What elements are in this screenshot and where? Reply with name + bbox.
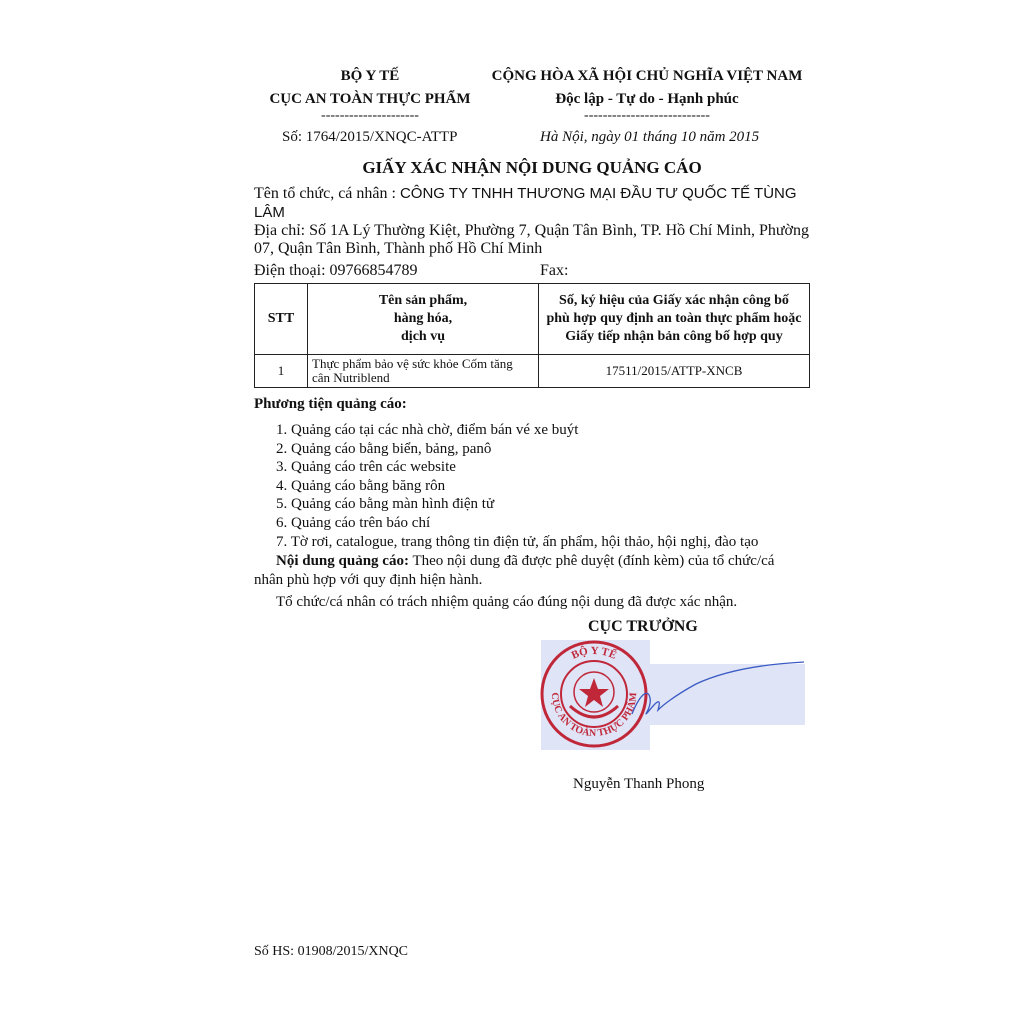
responsibility-note: Tổ chức/cá nhân có trách nhiệm quảng cáo đúng nội dung đã được xác nhận. [276,594,738,610]
ministry-name: BỘ Y TẾ [340,68,400,84]
org-address-line2: 07, Quận Tân Bình, Thành phố Hồ Chí Minh [254,240,543,257]
signer-title: CỤC TRƯỞNG [588,618,698,635]
header-product-name-l2: hàng hóa, [393,311,453,326]
header-ref-l3: Giấy tiếp nhận bản công bố hợp quy [565,329,783,344]
org-fax: Fax: [540,262,569,279]
list-item: 3. Quảng cáo trên các website [276,459,456,476]
list-item: 4. Quảng cáo bằng băng rôn [276,477,446,494]
org-name-continued: LÂM [254,204,285,221]
national-title: CỘNG HÒA XÃ HỘI CHỦ NGHĨA VIỆT NAM [491,68,803,84]
content-text: Theo nội dung đã được phê duyệt (đính kèm) của tổ chức/cá [412,553,775,569]
document-date: Hà Nội, ngày 01 tháng 10 năm 2015 [540,129,760,145]
page-title: GIẤY XÁC NHẬN NỘI DUNG QUẢNG CÁO [362,158,702,177]
list-item: 1. Quảng cáo tại các nhà chờ, điểm bán vé xe buýt [276,422,579,438]
svg-text:BỘ Y TẾ [570,644,619,661]
product-table [254,283,810,388]
header-product-name [308,284,539,355]
document-number: Số: 1764/2015/XNQC-ATTP [282,129,458,145]
media-list [276,421,758,551]
official-stamp-icon [536,636,808,754]
header-product-name-l1: Tên sản phẩm, [378,293,468,308]
department-name: CỤC AN TOÀN THỰC PHẨM [269,91,471,107]
list-item: 5. Quảng cáo bằng màn hình điện tử [276,496,495,513]
header-product-name-l3: dịch vụ [401,329,445,344]
org-name-label: Tên tổ chức, cá nhân : [254,185,396,202]
content-line1 [276,553,774,570]
row-certificate-ref: 17511/2015/ATTP-XNCB [539,355,810,388]
header-ref-l1: Số, ký hiệu của Giấy xác nhận công bố [559,293,789,308]
stamp-bottom-text: CỤC AN TOÀN THỰC PHẨM [548,692,640,740]
right-divider: --------------------------- [584,108,710,123]
media-heading: Phương tiện quảng cáo: [254,396,407,412]
header-stt: STT [255,284,308,355]
national-motto: Độc lập - Tự do - Hạnh phúc [555,91,739,107]
list-item: 7. Tờ rơi, catalogue, trang thông tin điện tử, ấn phẩm, hội thảo, hội nghị, đào tạo [276,533,759,550]
org-name [254,185,814,203]
row-product-name [308,355,539,388]
row-stt: 1 [255,355,308,388]
content-line2: nhân phù hợp với quy định hiện hành. [254,572,483,588]
header-certificate-ref [539,284,810,355]
org-name-value: CÔNG TY TNHH THƯƠNG MẠI ĐẦU TƯ QUỐC TẾ TÙNG [399,185,797,202]
row-product-name-l2: cân Nutriblend [312,370,390,385]
list-item: 2. Quảng cáo bằng biển, bảng, panô [276,440,492,457]
handwritten-signature [632,662,804,714]
table-row [255,355,810,388]
left-divider: --------------------- [321,108,419,123]
file-number: Số HS: 01908/2015/XNQC [254,944,409,959]
content-label: Nội dung quảng cáo: [276,553,409,569]
signer-name: Nguyễn Thanh Phong [573,776,705,792]
header-ref-l2: phù hợp quy định an toàn thực phẩm hoặc [546,311,802,326]
stamp-top-text: BỘ Y TẾ [569,644,619,662]
list-item: 6. Quảng cáo trên báo chí [276,514,431,531]
org-phone: Điện thoại: 09766854789 [254,262,418,279]
row-product-name-l1: Thực phẩm bảo vệ sức khỏe Cốm tăng [312,356,513,371]
org-address-line1: Địa chỉ: Số 1A Lý Thường Kiệt, Phường 7, Quận Tân Bình, TP. Hồ Chí Minh, Phường [254,222,809,239]
table-header-row [255,284,810,355]
